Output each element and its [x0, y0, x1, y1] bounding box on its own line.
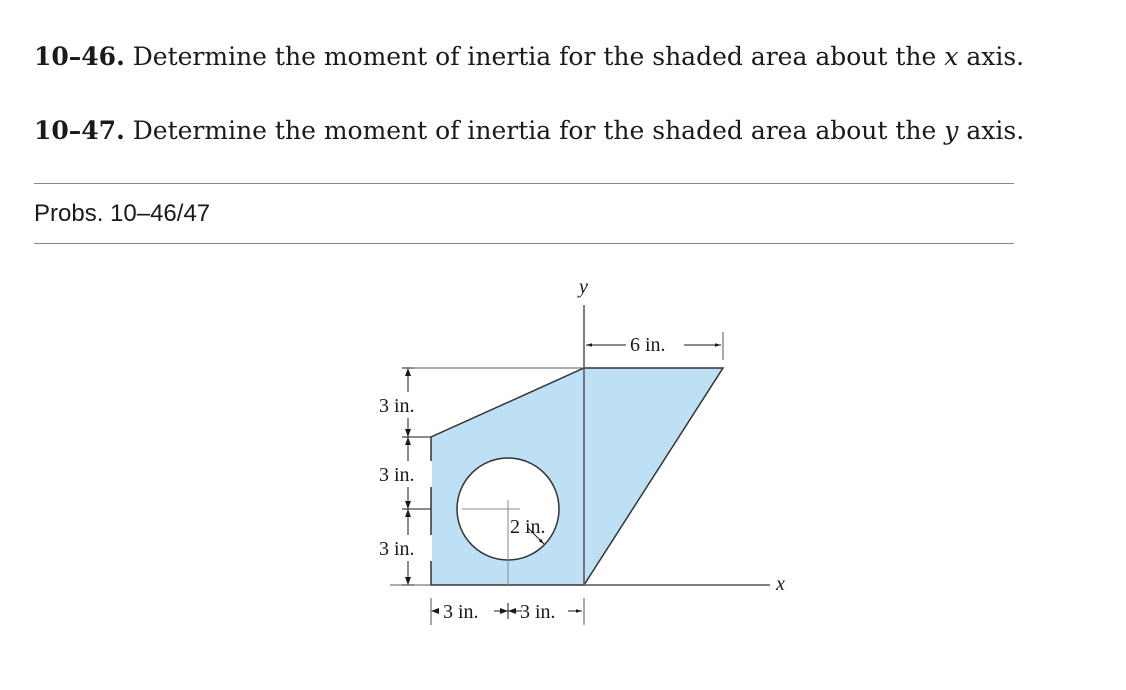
problem-text-end: axis. [966, 116, 1025, 145]
problem-text-end: axis. [966, 42, 1025, 71]
problem-number: 10–47. [34, 116, 125, 145]
problem-text: Determine the moment of inertia for the shaded area about the [132, 116, 937, 145]
problem-axis: x [944, 42, 959, 71]
dim-left-mid-label: 3 in. [379, 464, 415, 486]
dim-radius-label: 2 in. [510, 516, 546, 538]
dim-left-arrow-1 [405, 368, 411, 376]
x-axis-label: x [776, 573, 785, 595]
dim-left-bottom-label: 3 in. [379, 538, 415, 560]
dim-left-top-label: 3 in. [379, 395, 415, 417]
y-axis-label: y [579, 276, 588, 298]
problem-axis: y [944, 116, 959, 145]
dim-6in-label: 6 in. [630, 334, 666, 356]
figure-caption: Probs. 10–46/47 [34, 200, 211, 227]
dim-bottom-left-label: 3 in. [443, 601, 479, 623]
shaded-region [431, 368, 723, 585]
problem-number: 10–46. [34, 42, 125, 71]
problem-text: Determine the moment of inertia for the shaded area about the [132, 42, 937, 71]
dim-bottom-arrow-left [431, 608, 439, 614]
dim-left-arrow-4 [405, 577, 411, 585]
dim-bottom-right-label: 3 in. [520, 601, 556, 623]
